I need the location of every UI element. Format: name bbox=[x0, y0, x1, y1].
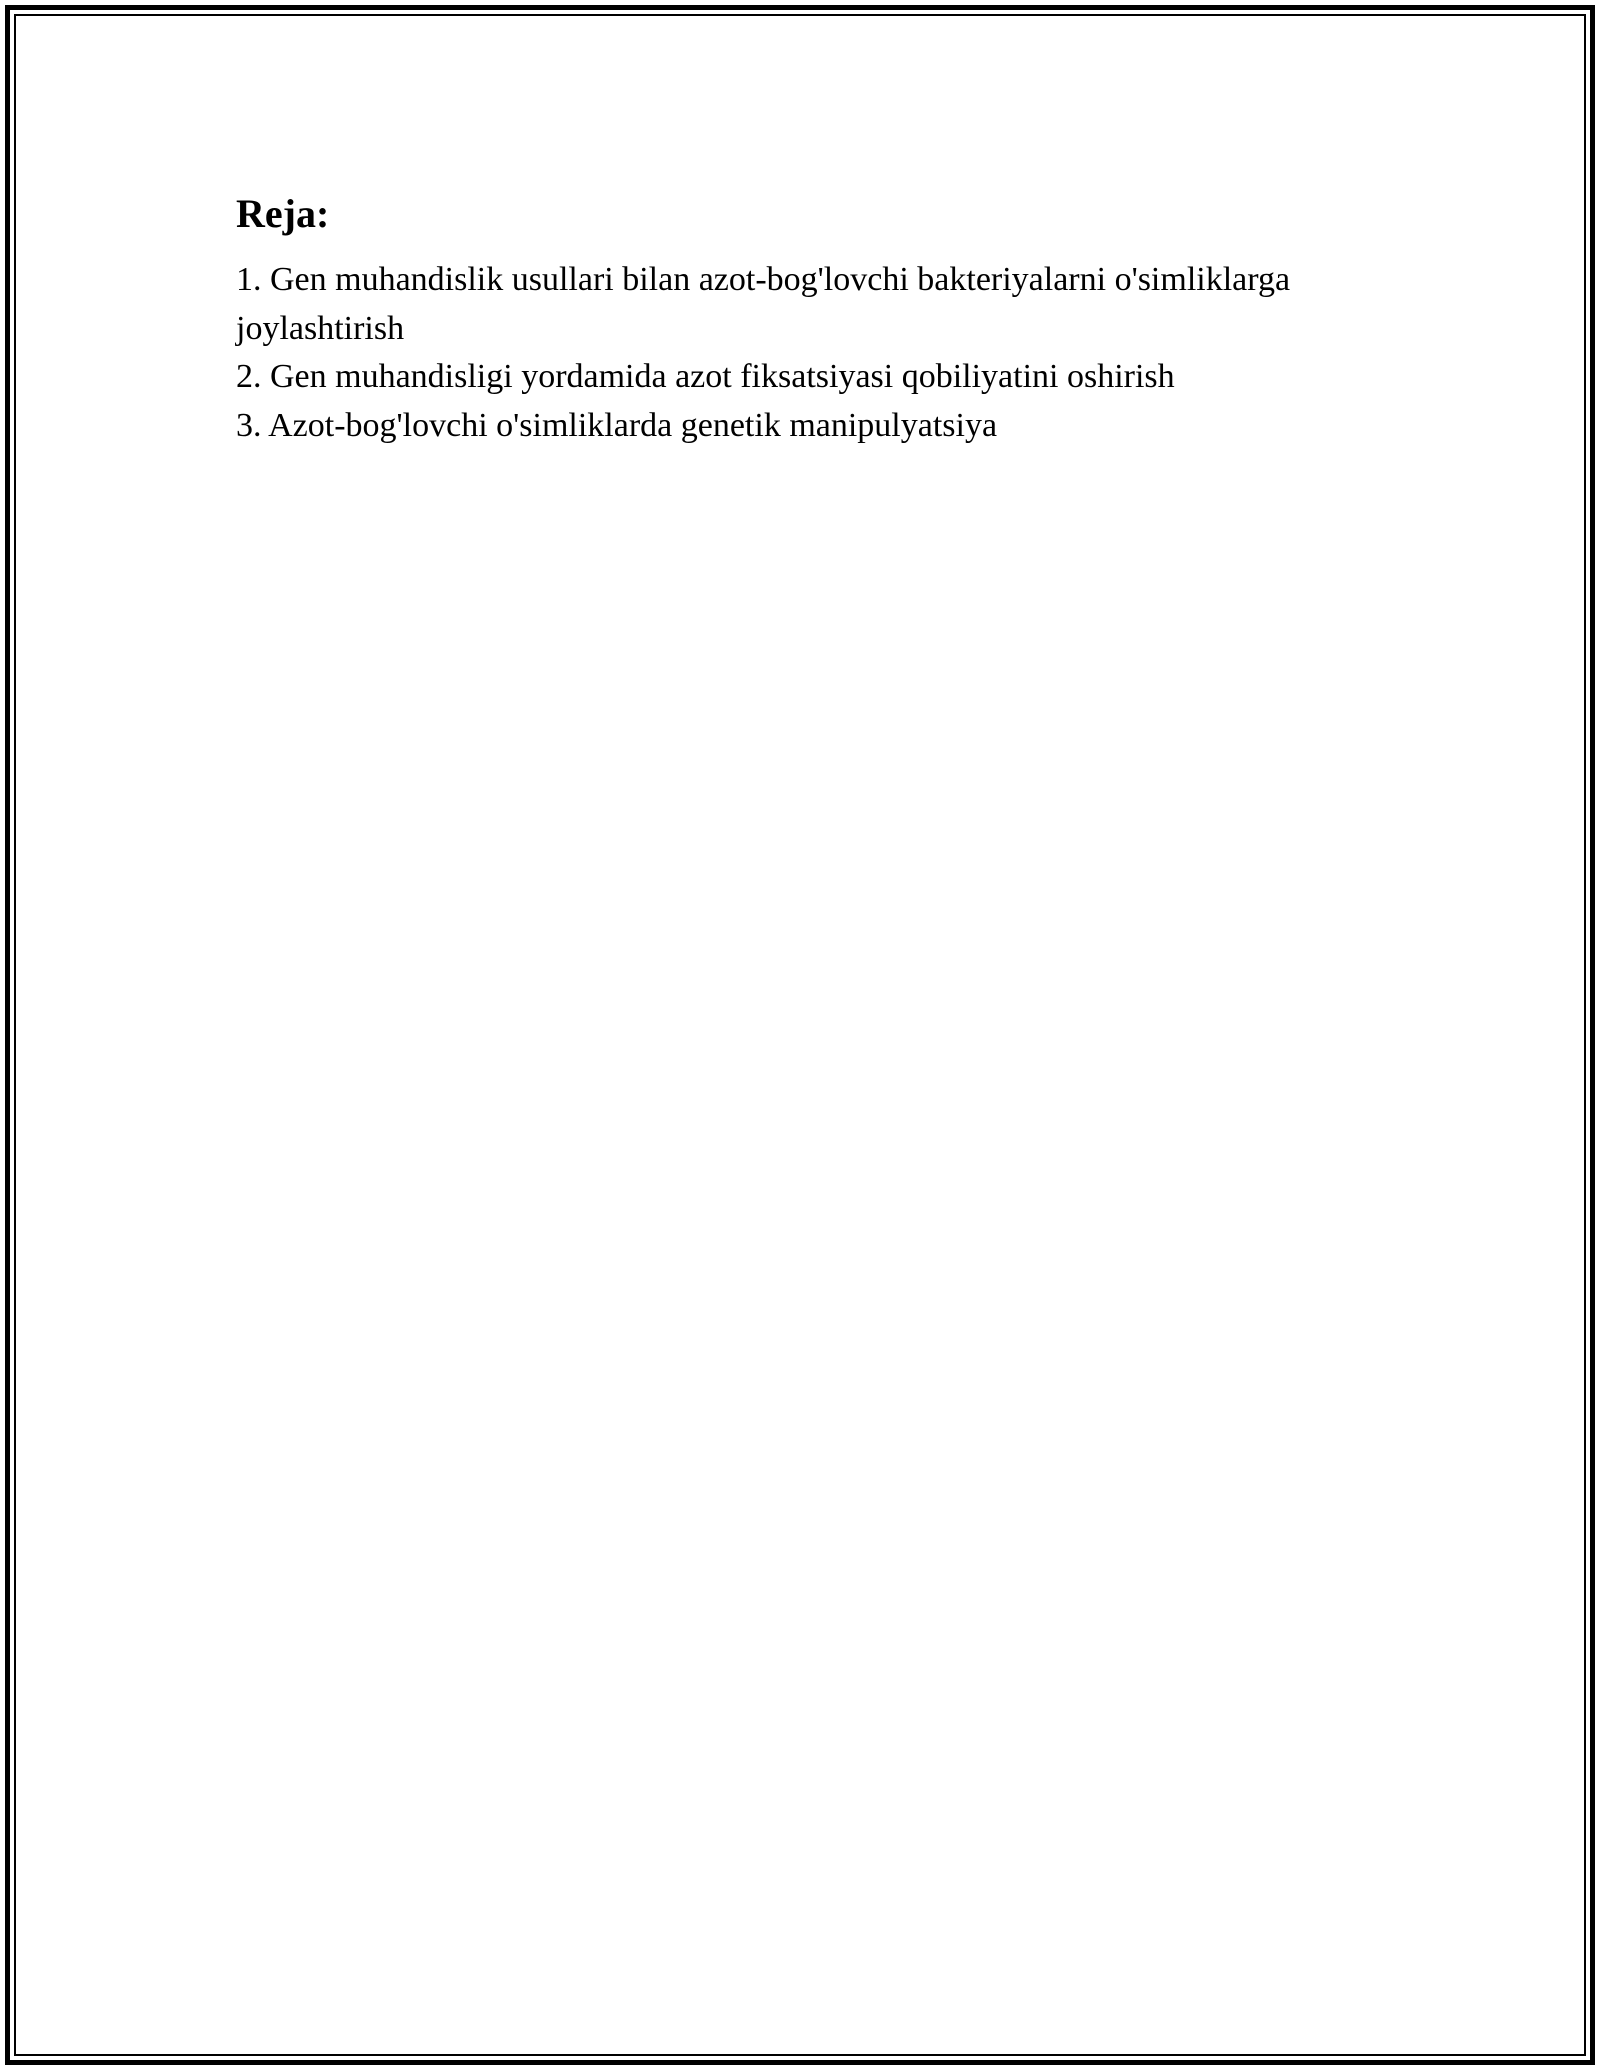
plan-list bbox=[236, 256, 1386, 450]
plan-item-3: 3. Azot-bog'lovchi o'simliklarda genetik manipulyatsiya bbox=[236, 406, 998, 444]
document-body bbox=[236, 186, 1386, 450]
plan-item-1: 1. Gen muhandislik usullari bilan azot-bog'lovchi bakteriyalarni o'simliklarga joylashtirish bbox=[236, 261, 1291, 347]
plan-heading: Reja: bbox=[236, 191, 330, 236]
plan-item-2: 2. Gen muhandisligi yordamida azot fiksatsiyasi qobiliyatini oshirish bbox=[236, 358, 1175, 395]
